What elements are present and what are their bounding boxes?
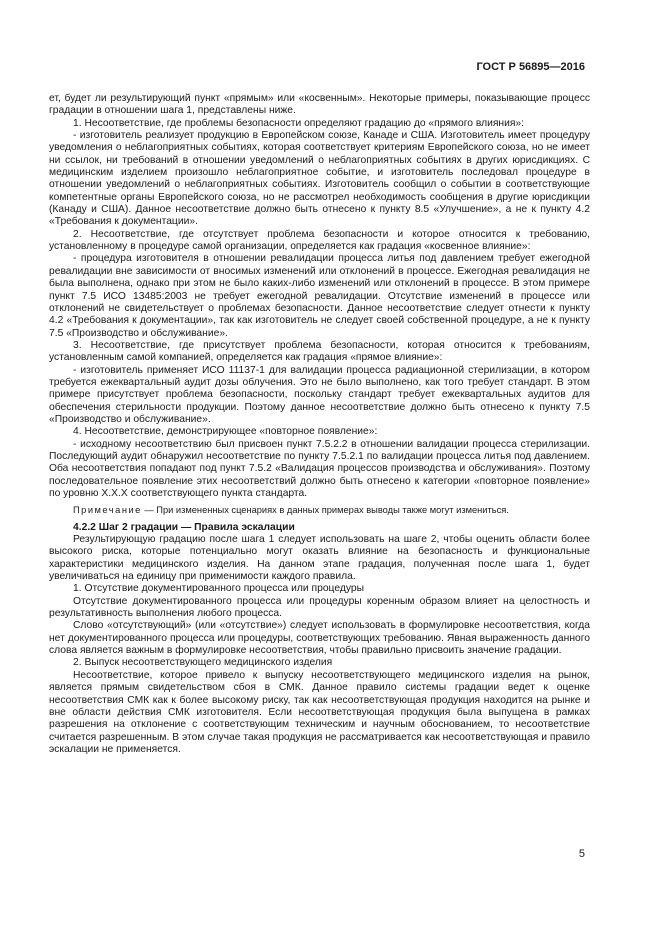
- list-item: 4. Несоответствие, демонстрирующее «повторное появление»:: [73, 426, 378, 438]
- list-item: 2. Выпуск несоответствующего медицинского изделия: [73, 657, 333, 669]
- paragraph: Слово «отсутствующий» (или «отсутствие») следует использовать в формулировке несоответствия, когда нет документированного процесса или процедуры, соответствующих требованию. Явная выраженность данного слова является важным в формулировке несоответствия, чтобы правильно присвоить значение градации.: [49, 620, 590, 657]
- example-paragraph: - процедура изготовителя в отношении ревалидации процесса литья под давлением требует ежегодной ревалидации вне зависимости от вносимых изменений или отклонений в процессе. Ежегодная ревалидация не была выполнена, однако при этом не было каких-либо изменений или отклонений в процессе. В этом примере пункт 7.5 ИСО 13485:2003 не требует ежегодной ревалидации. Отсутствие изменений в процессе или отклонений не свидетельствует о проблемах безопасности. Данное несоответствие следует отнести к пункту 4.2 «Требования к документации», так как изготовитель не следует своей собственной процедуре, а не к пункту 7.5 «Производство и обслуживание».: [49, 253, 590, 339]
- document-code: ГОСТ Р 56895—2016: [476, 61, 585, 73]
- example-paragraph: - исходному несоответствию был присвоен пункт 7.5.2.2 в отношении валидации процесса стерилизации. Последующий аудит обнаружил несоответствие по пункту 7.5.2.1 по валидации процесса литья под давлением. Оба несоответствия попадают под пункт 7.5.2 «Валидация процессов производства и обслуживания». Поэтому последовательное появление этих несоответствий должно быть отнесено к категории «повторное появление» по уровню Х.Х.Х соответствующего пункта стандарта.: [49, 438, 590, 499]
- list-item: 3. Несоответствие, где присутствует проблема безопасности, которая относится к требованиям, установленным самой компанией, определяется как градация «прямое влияние»:: [49, 339, 590, 364]
- section-heading: 4.2.2 Шаг 2 градации — Правила эскалации: [73, 521, 295, 533]
- paragraph: Отсутствие документированного процесса или процедуры коренным образом влияет на целостность и результативность выполнения любого процесса.: [49, 595, 590, 620]
- example-paragraph: - изготовитель реализует продукцию в Европейском союзе, Канаде и США. Изготовитель имеет процедуру уведомления о неблагоприятных событиях, которая соответствует критериям Европейского союза, но не имеет ни ссылок, ни требований в отношении уведомлений о неблагоприятных событиях в других юрисдикциях. С медицинским изделием произошло неблагоприятное событие, и изготовитель последовал процедуре в отношении уведомлений о неблагоприятных событиях. Изготовитель сообщил о событии в соответствующие компетентные органы Европейского союза, но не рассмотрел необходимость сообщения в другие юрисдикции (Канаду и США). Данное несоответствие должно быть отнесено к пункту 8.5 «Улучшение», а не к пункту 4.2 «Требования к документации».: [49, 130, 590, 228]
- note: [49, 504, 590, 516]
- paragraph: Результирующую градацию после шага 1 следует использовать на шаге 2, чтобы оценить области более высокого риска, которые потенциально могут оказать влияние на безопасность и функциональные характеристики медицинского изделия. На данном этапе градация, полученная после шага 1, будет увеличиваться на единицу при применимости каждого правила.: [49, 534, 590, 583]
- document-body: [49, 93, 590, 756]
- paragraph: Несоответствие, которое привело к выпуску несоответствующего медицинского изделия на рынок, является прямым свидетельством сбоя в СМК. Данное правило системы градации ведет к оценке несоответствия СМК как к более высокому риску, так как несоответствующая продукция находится на рынке и вне области действия СМК изготовителя. Если несоответствующая продукция была выпущена в рамках разрешения на отклонение с соответствующим техническим и научным обоснованием, то несоответствие считается разрешенным. В этом случае такая продукция не рассматривается как несоответствующая и правило эскалации не применяется.: [49, 669, 590, 755]
- note-label: Примечание: [73, 505, 142, 516]
- example-paragraph: - изготовитель применяет ИСО 11137-1 для валидации процесса радиационной стерилизации, в котором требуется ежеквартальный аудит дозы облучения. Это не было выполнено, как того требует стандарт. В этом примере присутствует проблема безопасности, поскольку стандарт требует ежеквартальных аудитов для обеспечения стерильности продукции. Поэтому данное несоответствие должно быть отнесено к пункту 7.5 «Производство и обслуживание».: [49, 364, 590, 425]
- paragraph: ет, будет ли результирующий пункт «прямым» или «косвенным». Некоторые примеры, показывающие процесс градации в отношении шага 1, представлены ниже.: [49, 93, 590, 117]
- list-item: 1. Несоответствие, где проблемы безопасности определяют градацию до «прямого влияния»:: [73, 117, 525, 129]
- page-number: 5: [578, 848, 585, 860]
- list-item: 1. Отсутствие документированного процесса или процедуры: [73, 583, 365, 595]
- list-item: 2. Несоответствие, где отсутствует проблема безопасности и которое относится к требованию, установленному в процедуре самой организации, определяется как градация «косвенное влияние»:: [49, 228, 590, 253]
- note-text: — При измененных сценариях в данных примерах выводы также могут измениться.: [144, 505, 509, 516]
